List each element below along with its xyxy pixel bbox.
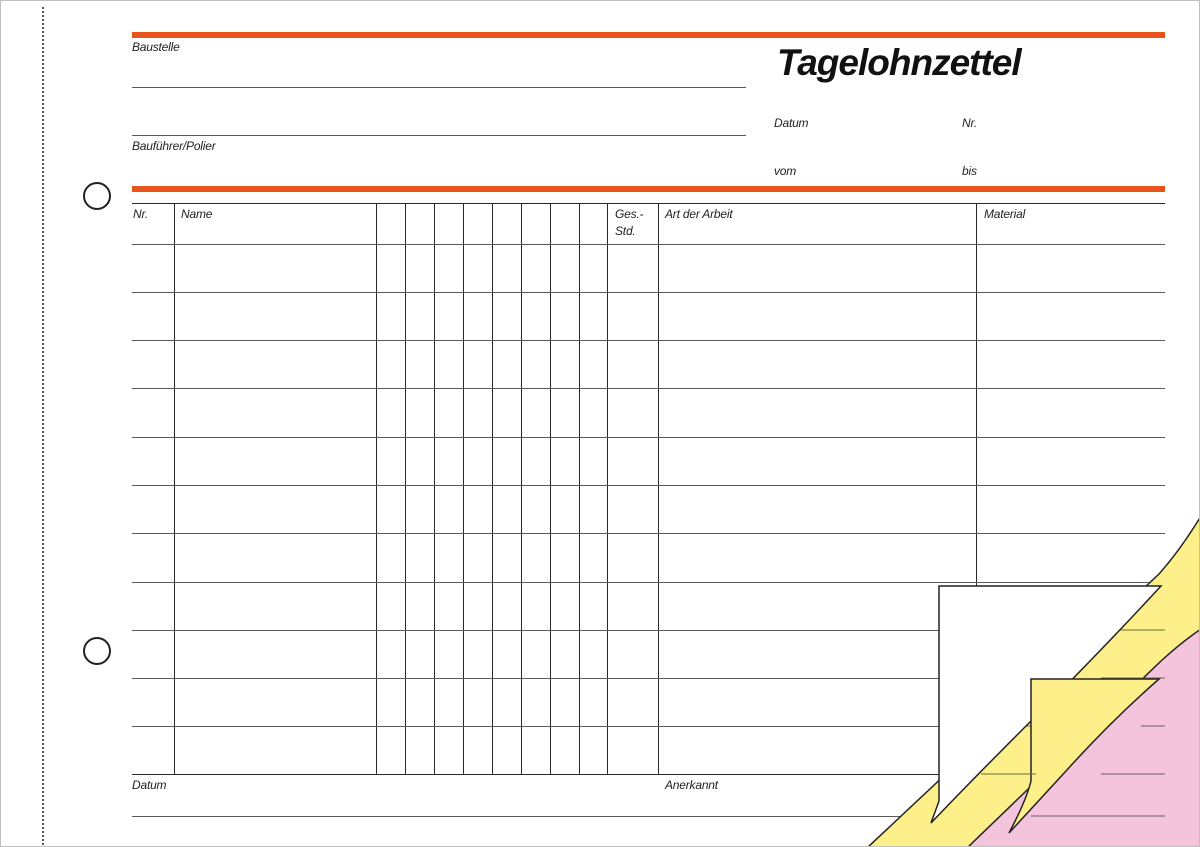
footer-datum-label: Datum	[132, 778, 167, 792]
vom-label: vom	[774, 164, 797, 178]
col-header-material: Material	[984, 207, 1026, 221]
bis-label: bis	[962, 164, 977, 178]
footer-anerkannt-label: Anerkannt	[665, 778, 718, 792]
col-header-name: Name	[181, 207, 213, 221]
baustelle-label: Baustelle	[132, 40, 180, 54]
col-header-hours-total: Ges.-	[615, 207, 644, 221]
form-title: Tagelohnzettel	[777, 42, 1021, 83]
col-header-work: Art der Arbeit	[665, 207, 733, 221]
nr-label: Nr.	[962, 116, 977, 130]
col-header-hours-total-2: Std.	[615, 224, 636, 238]
bauleiter-label: Bauführer/Polier	[132, 139, 216, 153]
col-header-nr: Nr.	[133, 207, 148, 221]
carbon-copy-pages	[1, 1, 1200, 847]
datum-label: Datum	[774, 116, 809, 130]
